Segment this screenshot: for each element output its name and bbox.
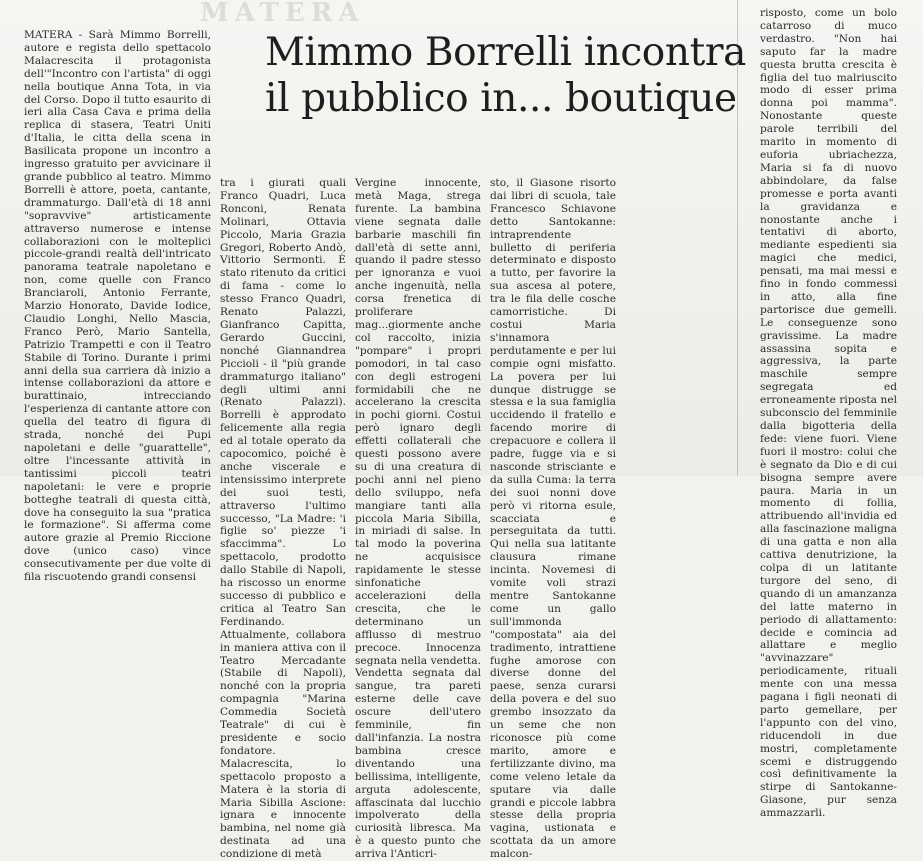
show-through-text: MATERA: [200, 0, 365, 28]
article-column-4: sto, il Giasone risorto dai libri di scuola, tale Francesco Schiavone detto Santokanne: intraprendente bulletto di periferia determinato e disposto a tutto, per favorire la sua ascesa al potere, tra le fila delle cosche camorristiche. Di costui Maria s'innamora perdutamente e per lui compie ogni misfatto. La povera per lui dunque distrugge se stessa e la sua famiglia uccidendo il fratello e facendo morire di crepacuore e collera il padre, fugge via e si nasconde strisciante e da sulla Cuma: la terra dei suoi nonni dove però vi ritorna esule, scacciata e perseguitata da tutti. Qui nella sua latitante clausura rimane incinta. Novemesi di vomite voli strazi mentre Santokanne come un gallo sull'immonda "compostata" aia del tradimento, intrattiene fughe amorose con diverse donne del paese, senza curarsi della povera e del suo grembo insozzato da un seme che non riconosce più come marito, amore e fertilizzante divino, ma come veleno letale da sputare via dalle grandi e piccole labbra stesse della propria vagina, ustionata e scottata da un amore malcon-: [490, 177, 616, 861]
article-column-5: risposto, come un bolo catarroso di muco verdastro. "Non hai saputo far la madre questa brutta crescita è figlia del tuo malriuscito modo di esser prima donna poi mamma". Nonostante queste parole terribili del marito in momento di euforia ubriachezza, Maria si fa di nuovo abbindolare, da false promesse e porta avanti la gravidanza e nonostante anche i tentativi di aborto, mediante espedienti sia magici che medici, pensati, ma mai messi e fino in fondo commessi in atto, alla fine partorisce due gemelli. Le conseguenze sono gravissime. La madre assassina sopita e aggressiva, la parte maschile sempre segregata ed erroneamente riposta nel subconscio del femminile dalla bigotteria della fede: viene fuori. Viene fuori il mostro: colui che è segnato da Dio e di cui bisogna sempre avere paura. Maria in un momento di follia, attribuendo all'invidia ed alla fascinazione maligna di una gatta e non alla cattiva denutrizione, la colpa di un latitante turgore del seno, di quando di un amanzanza del latte materno in periodo di allattamento: decide e comincia ad allattare e meglio "avvinazzare" periodicamente, rituali mente con una messa pagana i figli neonati di parto gemellare, per l'appunto con del vino, riducendoli in due mostri, completamente scemi e distruggendo così definitivamente la stirpe di Santokanne-Giasone, pur senza ammazzarli.: [760, 7, 897, 820]
article-column-3: Vergine innocente, metà Maga, strega furente. La bambina viene segnata dalle barbarie maschili fin dall'età di sette anni, quando il padre stesso per ignoranza e vuoi anche ingenuità, nella corsa frenetica di proliferare mag...giormente anche col raccolto, inizia "pompare" i propri pomodori, in tal caso con degli estrogeni formidabili che ne accelerano la crescita in pochi giorni. Costui però ignaro degli effetti collaterali che questi possono avere su di una creatura di pochi anni nel pieno dello sviluppo, nefa mangiare tanti alla piccola Maria Sibilla, in miriadi di salse. In tal modo la poverina ne acquisisce rapidamente le stesse sinfonatiche accelerazioni della crescita, che le determinano un afflusso di mestruo precoce. Innocenza segnata nella vendetta. Vendetta segnata dal sangue, tra pareti esterne delle cave oscure dell'utero femminile, fin dall'infanzia. La nostra bambina cresce diventando una bellissima, intelligente, arguta adolescente, affascinata dal lucchio impolverato della curiosità libresca. Ma è a questo punto che arriva l'Anticri-: [355, 177, 481, 861]
headline: [265, 30, 746, 122]
article-column-2: tra i giurati quali Franco Quadri, Luca Ronconi, Renata Molinari, Ottavia Piccolo, Maria Grazia Gregori, Roberto Andò, Vittorio Sermonti. È stato ritenuto da critici di fama - come lo stesso Franco Quadri, Renato Palazzi, Gianfranco Capitta, Gerardo Guccini, nonché Giannandrea Piccioli - il "più grande drammaturgo italiano" degli ultimi anni (Renato Palazzi). Borrelli è approdato felicemente alla regia ed al totale operato da capocomico, poiché è anche viscerale e intensissimo interprete dei suoi testi, attraverso l'ultimo successo, "La Madre: 'i figlie so' piezze 'i sfaccimma". Lo spettacolo, prodotto dallo Stabile di Napoli, ha riscosso un enorme successo di pubblico e critica al Teatro San Ferdinando. Attualmente, collabora in maniera attiva con il Teatro Mercadante (Stabile di Napoli), nonché con la propria compagnia "Marina Commedia Società Teatrale" di cui è presidente e socio fondatore. Malacrescita, lo spettacolo proposto a Matera è la storia di Maria Sibilla Ascione: ignara e innocente bambina, nel nome già destinata ad una condizione di metà: [220, 177, 346, 861]
headline-line-1: Mimmo Borrelli incontra: [265, 30, 746, 75]
headline-block: [265, 30, 746, 175]
headline-line-2: il pubblico in... boutique: [265, 76, 737, 121]
article-column-1: MATERA - Sarà Mimmo Borrelli, autore e regista dello spettacolo Malacrescita il protagonista dell'"Incontro con l'artista" di oggi nella boutique Anna Tota, in via del Corso. Dopo il tutto esaurito di ieri alla Casa Cava e prima della replica di stasera, Teatri Uniti d'Italia, le citta della scena in Basilicata propone un incontro a ingresso gratuito per avvicinare il grande pubblico al teatro. Mimmo Borrelli è attore, poeta, cantante, drammaturgo. Dall'età di 18 anni "sopravvive" artisticamente attraverso numerose e intense collaborazioni con le molteplici piccole-grandi realtà dell'intricato panorama teatrale napoletano e non, come quelle con Franco Branciaroli, Antonio Ferrante, Marzio Honorato, Davide Iodice, Claudio Longhi, Nello Mascia, Franco Però, Mario Santella, Patrizio Trampetti e con il Teatro Stabile di Torino. Durante i primi anni della sua carriera dà inizio a intense collaborazioni da attore e burattinaio, intrecciando l'esperienza di cantante attore con quella del teatro di figura di strada, nonché dei Pupi napoletani e delle "guarattelle", oltre l'incessante attività in tantissimi piccoli teatri napoletani: le vere e proprie botteghe teatrali di questa città, dove ha conseguito la sua "pratica le formazione". Si afferma come autore grazie al Premio Riccione dove (unico caso) vince consecutivamente per due volte di fila riscuotendo grandi consensi: [24, 29, 211, 584]
